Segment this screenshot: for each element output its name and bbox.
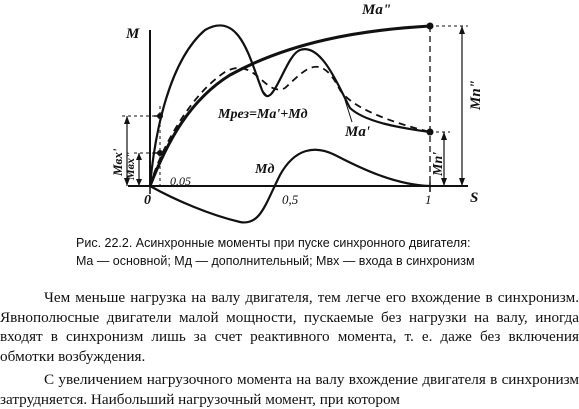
label-mn-double-prime: Mп": [468, 79, 484, 110]
tick-0-05: 0.05: [170, 174, 191, 188]
y-axis-label: M: [126, 26, 140, 42]
label-resultant: Mрез=Ma'+Mд: [218, 107, 308, 122]
tick-origin: 0: [144, 193, 151, 208]
label-mbx-double-prime: Mвх": [123, 151, 137, 180]
label-md: Mд: [255, 162, 275, 177]
caption-line-1: Рис. 22.2. Асинхронные моменты при пуске синхронного двигателя:: [76, 236, 471, 250]
label-mn-prime: Mп': [431, 151, 446, 176]
tick-1: 1: [425, 192, 432, 207]
curve-resultant: [150, 67, 430, 186]
body-text: [0, 288, 579, 409]
paragraph-1: Чем меньше нагрузка на валу двигателя, тем легче его вхождение в синхронизм. Явнополюсные двигатели малой мощности, пускаемые без нагрузки на валу, иногда входят в синхронизм лишь за счет реактивного момента, т. е. даже без включения обмотки возбуждения.: [0, 289, 579, 365]
label-mbx-prime: Mвх': [110, 148, 125, 176]
tick-0-5: 0,5: [282, 192, 299, 207]
label-ma-double-prime: Ma": [362, 2, 392, 18]
paragraph-2: С увеличением нагрузочного момента на валу вхождение двигателя в синхронизм затрудняется. Наибольший нагрузочный момент, при котором: [0, 371, 579, 408]
label-ma-prime: Ma': [345, 124, 371, 140]
figure-caption: [76, 234, 526, 270]
x-axis-label: S: [470, 190, 479, 206]
caption-line-2: Mа — основной; Mд — дополнительный; Mвх — входа в синхронизм: [76, 254, 475, 268]
